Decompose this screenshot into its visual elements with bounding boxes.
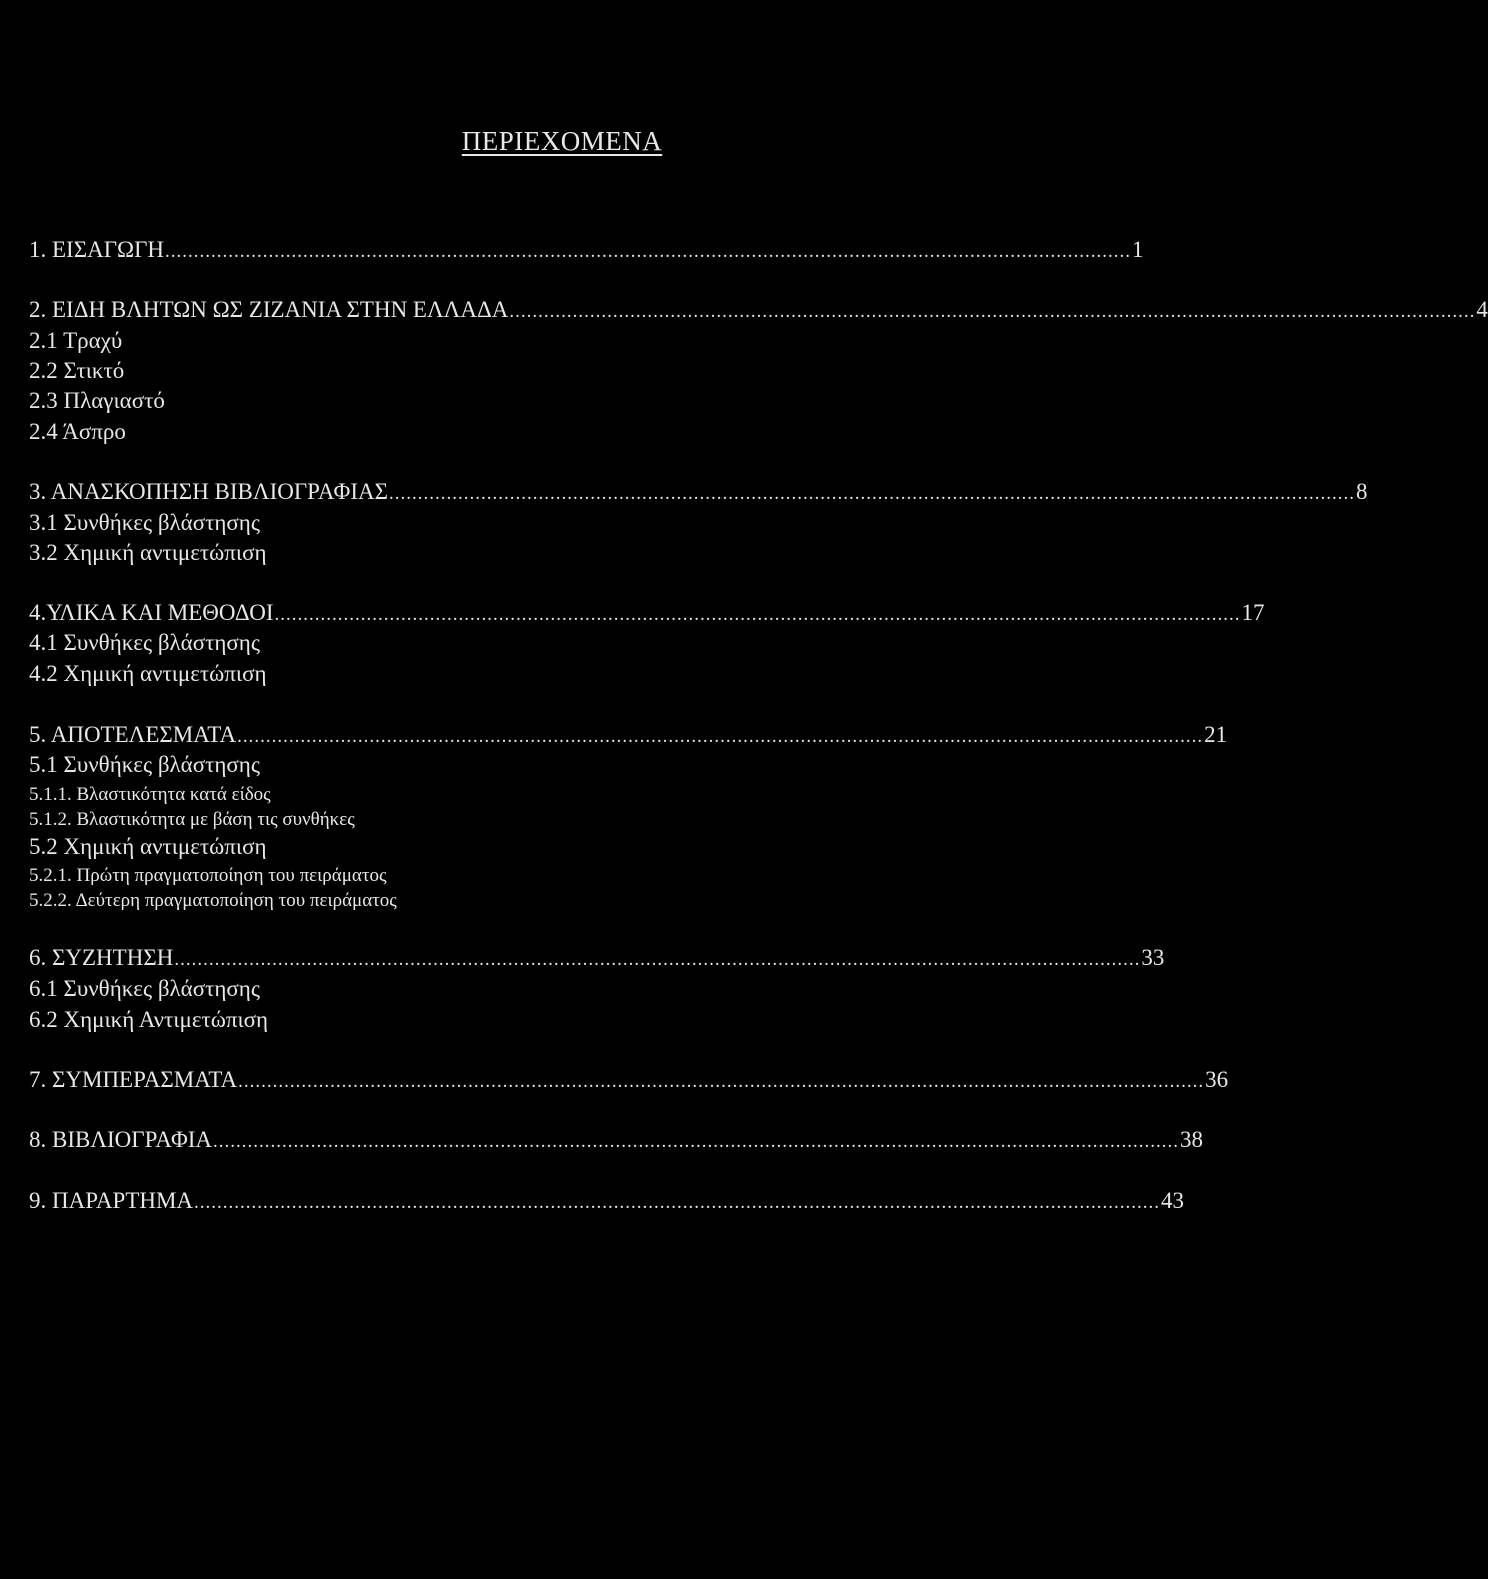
toc-entry-label: 8. ΒΙΒΛΙΟΓΡΑΦΙΑ xyxy=(29,1127,213,1152)
toc-subentry-4-1: 4.1 Συνθήκες βλάστησης xyxy=(29,630,260,655)
dot-leader: ........................................................................................................................................................................ xyxy=(237,726,1204,747)
toc-subentry-5-2: 5.2 Χημική αντιμετώπιση xyxy=(29,834,267,859)
toc-subentry-2-1: 2.1 Τραχύ xyxy=(29,328,123,353)
toc-entry-9 xyxy=(29,1188,1185,1213)
toc-subentry-5-1: 5.1 Συνθήκες βλάστησης xyxy=(29,752,260,777)
toc-entry-page: 33 xyxy=(1141,945,1165,970)
toc-subentry-2-3: 2.3 Πλαγιαστό xyxy=(29,388,165,413)
toc-entry-label: 4.ΥΛΙΚΑ ΚΑΙ ΜΕΘΟΔΟΙ xyxy=(29,600,274,625)
toc-subentry-2-2: 2.2 Στικτό xyxy=(29,358,125,383)
toc-entry-1 xyxy=(29,237,1144,262)
toc-entry-2 xyxy=(29,297,1488,322)
dot-leader: ........................................................................................................................................................................ xyxy=(213,1131,1180,1152)
dot-leader: ........................................................................................................................................................................ xyxy=(238,1071,1205,1092)
toc-entry-label: 5. ΑΠΟΤΕΛΕΣΜΑΤΑ xyxy=(29,722,237,747)
toc-entry-7 xyxy=(29,1067,1229,1092)
toc-entry-5 xyxy=(29,722,1228,747)
toc-entry-page: 8 xyxy=(1355,479,1368,504)
toc-subentry-5-1-2: 5.1.2. Βλαστικότητα με βάση τις συνθήκες xyxy=(29,809,355,830)
toc-entry-page: 38 xyxy=(1180,1127,1204,1152)
toc-entry-label: 1. ΕΙΣΑΓΩΓΗ xyxy=(29,237,165,262)
page-title: ΠΕΡΙΕΧΟΜΕΝΑ xyxy=(461,126,663,156)
toc-entry-page: 43 xyxy=(1161,1188,1185,1213)
toc-subentry-5-1-1: 5.1.1. Βλαστικότητα κατά είδος xyxy=(29,784,271,805)
dot-leader: ........................................................................................................................................................................ xyxy=(509,301,1476,322)
toc-entry-3 xyxy=(29,479,1368,504)
toc-subentry-5-2-2: 5.2.2. Δεύτερη πραγματοποίηση του πειράματος xyxy=(29,890,397,911)
dot-leader: ........................................................................................................................................................................ xyxy=(194,1192,1161,1213)
dot-leader: ........................................................................................................................................................................ xyxy=(274,604,1241,625)
toc-entry-page: 21 xyxy=(1204,722,1228,747)
toc-entry-label: 9. ΠΑΡΑΡΤΗΜΑ xyxy=(29,1188,194,1213)
toc-entry-4 xyxy=(29,600,1265,625)
toc-subentry-3-1: 3.1 Συνθήκες βλάστησης xyxy=(29,510,260,535)
toc-subentry-3-2: 3.2 Χημική αντιμετώπιση xyxy=(29,540,267,565)
toc-subentry-4-2: 4.2 Χημική αντιμετώπιση xyxy=(29,661,267,686)
dot-leader: ........................................................................................................................................................................ xyxy=(165,241,1132,262)
toc-entry-label: 7. ΣΥΜΠΕΡΑΣΜΑΤΑ xyxy=(29,1067,238,1092)
toc-subentry-2-4: 2.4 Άσπρο xyxy=(29,419,126,444)
toc-entry-page: 17 xyxy=(1241,600,1265,625)
toc-subentry-6-1: 6.1 Συνθήκες βλάστησης xyxy=(29,976,260,1001)
toc-entry-label: 6. ΣΥΖΗΤΗΣΗ xyxy=(29,945,174,970)
toc-entry-6 xyxy=(29,945,1165,970)
toc-entry-8 xyxy=(29,1127,1204,1152)
dot-leader: ........................................................................................................................................................................ xyxy=(174,949,1141,970)
toc-subentry-6-2: 6.2 Χημική Αντιμετώπιση xyxy=(29,1007,269,1032)
dot-leader: ........................................................................................................................................................................ xyxy=(388,483,1355,504)
toc-entry-page: 1 xyxy=(1132,237,1144,262)
toc-entry-page: 36 xyxy=(1205,1067,1229,1092)
toc-entry-label: 3. ΑΝΑΣΚΟΠΗΣΗ ΒΙΒΛΙΟΓΡΑΦΙΑΣ xyxy=(29,479,388,504)
toc-subentry-5-2-1: 5.2.1. Πρώτη πραγματοποίηση του πειράματος xyxy=(29,865,387,886)
toc-entry-label: 2. ΕΙΔΗ ΒΛΗΤΩΝ ΩΣ ΖΙΖΑΝΙΑ ΣΤΗΝ ΕΛΛΑΔΑ xyxy=(29,297,509,322)
toc-entry-page: 4 xyxy=(1476,297,1488,322)
